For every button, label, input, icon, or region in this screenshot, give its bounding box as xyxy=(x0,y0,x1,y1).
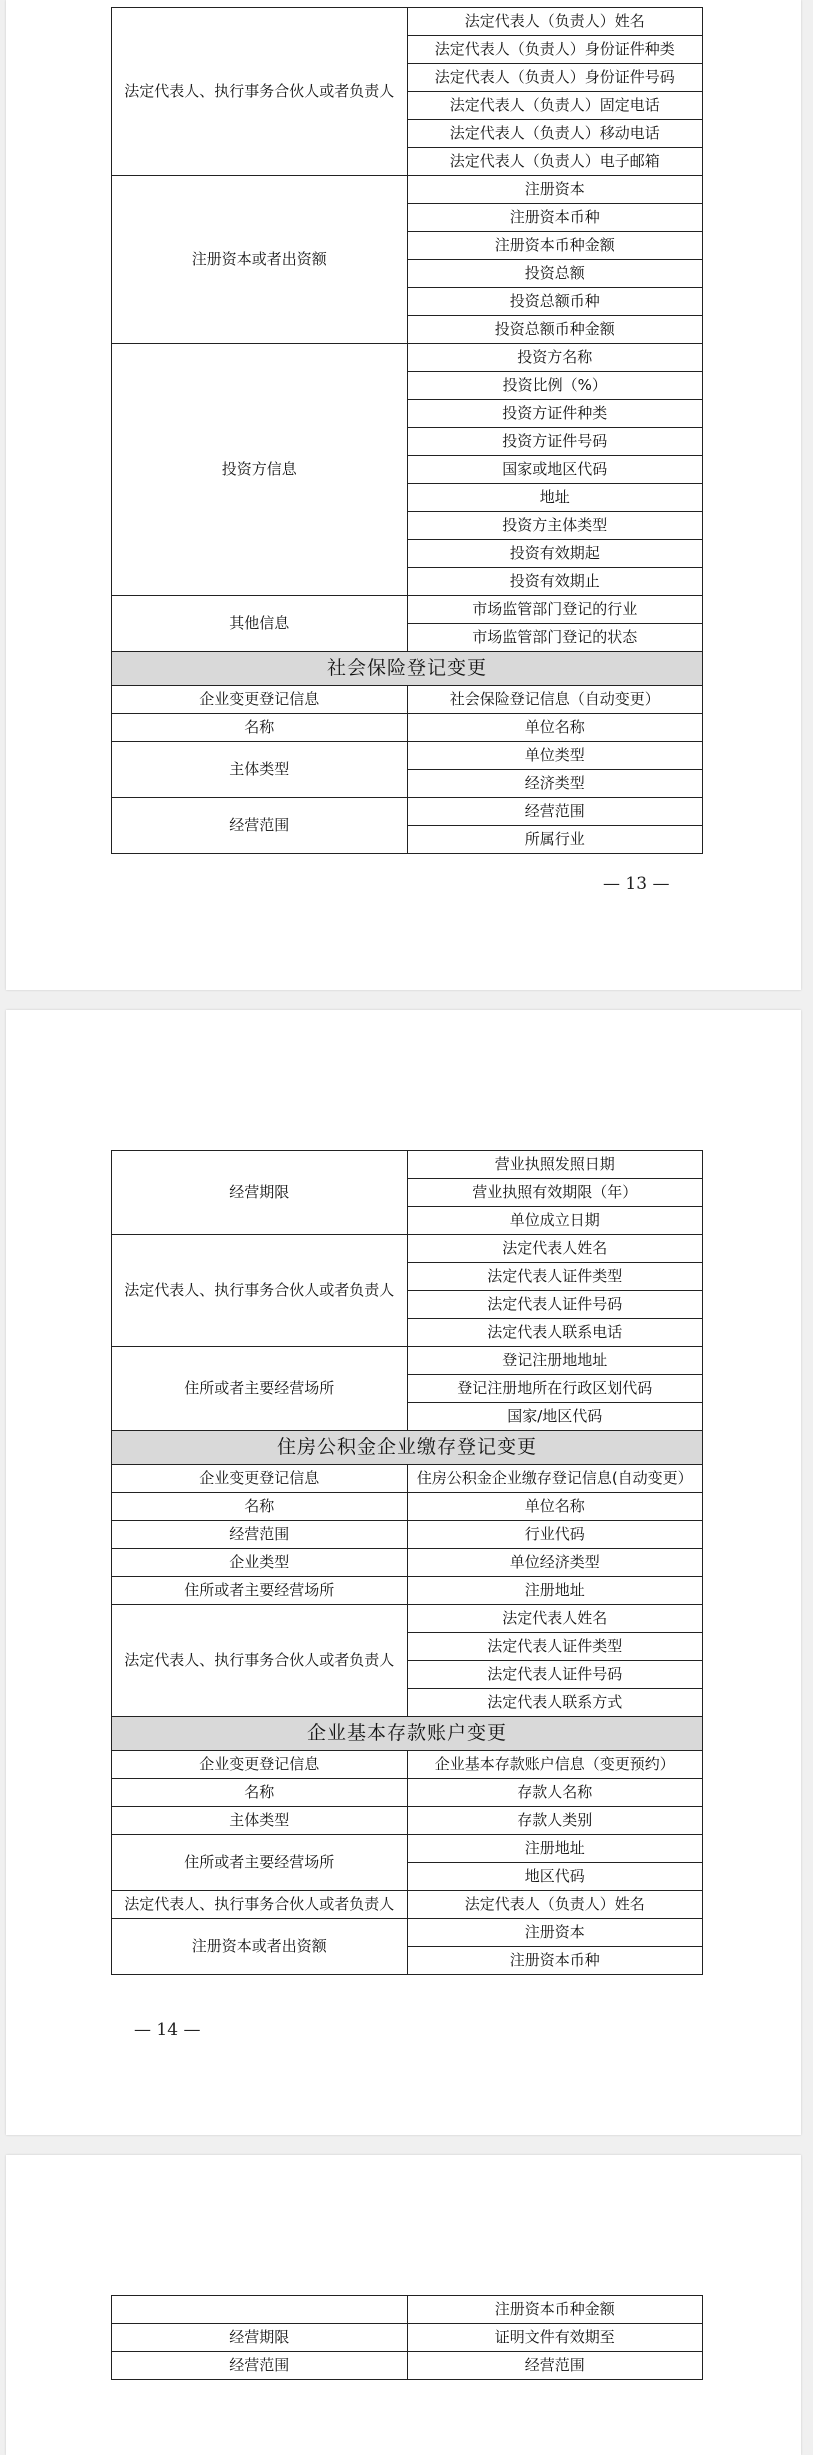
table-row xyxy=(112,1493,703,1521)
table-body xyxy=(112,1151,703,1975)
field-cell: 法定代表人姓名 xyxy=(407,1235,703,1263)
group-label: 主体类型 xyxy=(112,1807,408,1835)
field-cell: 投资方名称 xyxy=(407,344,703,372)
table-row xyxy=(112,344,703,372)
group-label: 经营范围 xyxy=(112,798,408,854)
column-header-right: 企业基本存款账户信息（变更预约） xyxy=(407,1751,703,1779)
table-row xyxy=(112,2352,703,2380)
group-label: 住所或者主要经营场所 xyxy=(112,1577,408,1605)
field-cell: 投资有效期止 xyxy=(407,568,703,596)
group-label: 企业类型 xyxy=(112,1549,408,1577)
field-cell: 存款人类别 xyxy=(407,1807,703,1835)
field-cell: 注册资本币种 xyxy=(407,1947,703,1975)
table-row xyxy=(112,1891,703,1919)
section-title-row xyxy=(112,652,703,686)
section-title: 企业基本存款账户变更 xyxy=(112,1717,703,1751)
table-row xyxy=(112,742,703,770)
column-header-left: 企业变更登记信息 xyxy=(112,686,408,714)
field-cell: 法定代表人姓名 xyxy=(407,1605,703,1633)
field-cell: 单位成立日期 xyxy=(407,1207,703,1235)
field-cell: 单位名称 xyxy=(407,714,703,742)
field-cell: 登记注册地地址 xyxy=(407,1347,703,1375)
field-cell: 法定代表人证件类型 xyxy=(407,1263,703,1291)
table-row xyxy=(112,1779,703,1807)
field-cell: 法定代表人证件号码 xyxy=(407,1291,703,1319)
table-body xyxy=(112,2296,703,2380)
group-label: 法定代表人、执行事务合伙人或者负责人 xyxy=(112,8,408,176)
field-cell: 投资总额 xyxy=(407,260,703,288)
group-label: 名称 xyxy=(112,1779,408,1807)
field-cell: 法定代表人证件类型 xyxy=(407,1633,703,1661)
group-label xyxy=(112,2296,408,2324)
table-row xyxy=(112,2296,703,2324)
field-cell: 市场监管部门登记的状态 xyxy=(407,624,703,652)
table-row xyxy=(112,1151,703,1179)
table-row xyxy=(112,1521,703,1549)
table-row xyxy=(112,2324,703,2352)
field-cell: 经营范围 xyxy=(407,798,703,826)
field-cell: 单位类型 xyxy=(407,742,703,770)
group-label: 注册资本或者出资额 xyxy=(112,176,408,344)
field-cell: 登记注册地所在行政区划代码 xyxy=(407,1375,703,1403)
field-cell: 法定代表人（负责人）姓名 xyxy=(407,8,703,36)
field-cell: 投资有效期起 xyxy=(407,540,703,568)
table-row xyxy=(112,1919,703,1947)
group-label: 投资方信息 xyxy=(112,344,408,596)
field-cell: 国家或地区代码 xyxy=(407,456,703,484)
column-header-right: 社会保险登记信息（自动变更） xyxy=(407,686,703,714)
table-row xyxy=(112,1347,703,1375)
document-page-14 xyxy=(6,1010,801,2135)
section-title-row xyxy=(112,1431,703,1465)
field-cell: 法定代表人（负责人）姓名 xyxy=(407,1891,703,1919)
field-cell: 经营范围 xyxy=(407,2352,703,2380)
field-cell: 单位名称 xyxy=(407,1493,703,1521)
field-cell: 注册地址 xyxy=(407,1577,703,1605)
section-title-row xyxy=(112,1717,703,1751)
field-cell: 地区代码 xyxy=(407,1863,703,1891)
field-cell: 注册资本币种金额 xyxy=(407,232,703,260)
table-row xyxy=(112,1577,703,1605)
field-cell: 营业执照有效期限（年） xyxy=(407,1179,703,1207)
group-label: 法定代表人、执行事务合伙人或者负责人 xyxy=(112,1891,408,1919)
column-header-left: 企业变更登记信息 xyxy=(112,1465,408,1493)
field-cell: 营业执照发照日期 xyxy=(407,1151,703,1179)
registration-change-table xyxy=(111,1150,703,1975)
group-label: 经营期限 xyxy=(112,2324,408,2352)
table-body xyxy=(112,8,703,854)
table-row xyxy=(112,1807,703,1835)
column-header-row xyxy=(112,1465,703,1493)
field-cell: 地址 xyxy=(407,484,703,512)
group-label: 法定代表人、执行事务合伙人或者负责人 xyxy=(112,1235,408,1347)
field-cell: 投资总额币种金额 xyxy=(407,316,703,344)
document-page-15 xyxy=(6,2155,801,2455)
table-row xyxy=(112,1605,703,1633)
field-cell: 法定代表人（负责人）身份证件号码 xyxy=(407,64,703,92)
group-label: 其他信息 xyxy=(112,596,408,652)
group-label: 法定代表人、执行事务合伙人或者负责人 xyxy=(112,1605,408,1717)
table-row xyxy=(112,1235,703,1263)
field-cell: 法定代表人联系电话 xyxy=(407,1319,703,1347)
table-row xyxy=(112,798,703,826)
section-title: 住房公积金企业缴存登记变更 xyxy=(112,1431,703,1465)
group-label: 住所或者主要经营场所 xyxy=(112,1835,408,1891)
column-header-left: 企业变更登记信息 xyxy=(112,1751,408,1779)
registration-change-table xyxy=(111,2295,703,2380)
field-cell: 注册资本 xyxy=(407,176,703,204)
field-cell: 注册资本币种金额 xyxy=(407,2296,703,2324)
group-label: 注册资本或者出资额 xyxy=(112,1919,408,1975)
column-header-row xyxy=(112,1751,703,1779)
field-cell: 证明文件有效期至 xyxy=(407,2324,703,2352)
field-cell: 法定代表人（负责人）电子邮箱 xyxy=(407,148,703,176)
group-label: 主体类型 xyxy=(112,742,408,798)
column-header-row xyxy=(112,686,703,714)
table-row xyxy=(112,596,703,624)
field-cell: 注册资本 xyxy=(407,1919,703,1947)
field-cell: 投资比例（%） xyxy=(407,372,703,400)
group-label: 名称 xyxy=(112,1493,408,1521)
field-cell: 国家/地区代码 xyxy=(407,1403,703,1431)
table-row xyxy=(112,176,703,204)
table-row xyxy=(112,1835,703,1863)
field-cell: 投资方证件号码 xyxy=(407,428,703,456)
field-cell: 市场监管部门登记的行业 xyxy=(407,596,703,624)
field-cell: 注册地址 xyxy=(407,1835,703,1863)
section-title: 社会保险登记变更 xyxy=(112,652,703,686)
table-row xyxy=(112,8,703,36)
field-cell: 存款人名称 xyxy=(407,1779,703,1807)
page-number: — 13 — xyxy=(603,874,670,894)
group-label: 经营范围 xyxy=(112,1521,408,1549)
field-cell: 法定代表人联系方式 xyxy=(407,1689,703,1717)
group-label: 住所或者主要经营场所 xyxy=(112,1347,408,1431)
field-cell: 经济类型 xyxy=(407,770,703,798)
field-cell: 投资方主体类型 xyxy=(407,512,703,540)
field-cell: 注册资本币种 xyxy=(407,204,703,232)
field-cell: 法定代表人证件号码 xyxy=(407,1661,703,1689)
table-row xyxy=(112,1549,703,1577)
field-cell: 法定代表人（负责人）移动电话 xyxy=(407,120,703,148)
field-cell: 单位经济类型 xyxy=(407,1549,703,1577)
page-number: — 14 — xyxy=(134,2020,201,2040)
group-label: 经营范围 xyxy=(112,2352,408,2380)
field-cell: 所属行业 xyxy=(407,826,703,854)
registration-change-table xyxy=(111,7,703,854)
group-label: 名称 xyxy=(112,714,408,742)
field-cell: 投资方证件种类 xyxy=(407,400,703,428)
document-page-13 xyxy=(6,0,801,990)
field-cell: 行业代码 xyxy=(407,1521,703,1549)
field-cell: 法定代表人（负责人）身份证件种类 xyxy=(407,36,703,64)
field-cell: 投资总额币种 xyxy=(407,288,703,316)
group-label: 经营期限 xyxy=(112,1151,408,1235)
column-header-right: 住房公积金企业缴存登记信息(自动变更） xyxy=(407,1465,703,1493)
field-cell: 法定代表人（负责人）固定电话 xyxy=(407,92,703,120)
table-row xyxy=(112,714,703,742)
